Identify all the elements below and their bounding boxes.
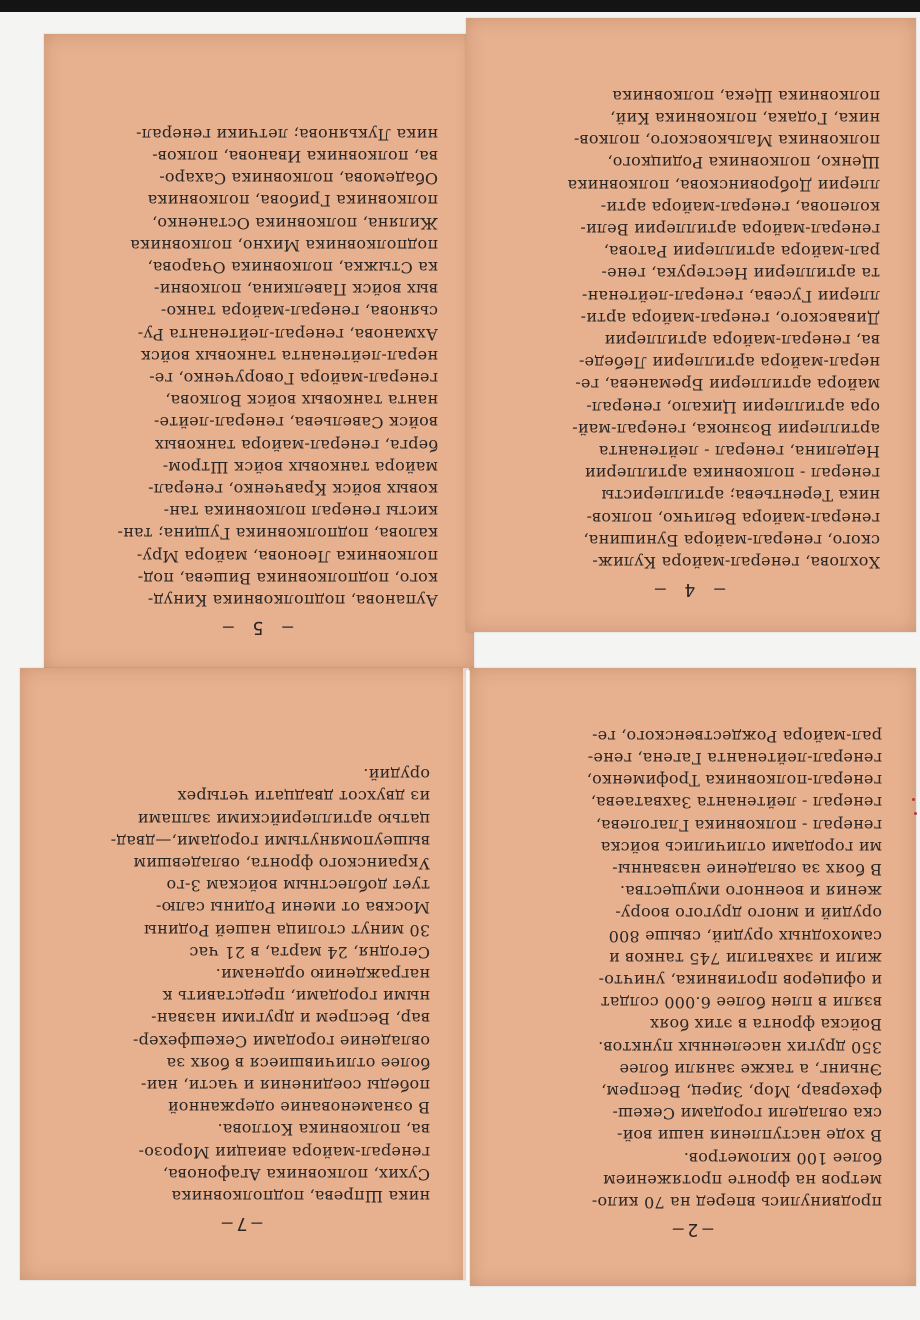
- booklet-page-2: [470, 668, 916, 1286]
- page-text: Аупанова, подполковника Кинуд- кого, подполковника Вишева, под- полковника Леонова, майора Мру- калова, подполковника Гущина; тан- кисты генерал полковника тан- ковых войск Кравченко, генерал- майора танковых войск Штром- берга, генерал-майора танковых войск Савельева, генерал-лейте- нанта танковых войск Волкова, генерал-майора Говорученко, ге- нерал-лейтенанта танковых войск Ахманова, генерал-лейтенанта Ру- сьянова, генерал-майора танко- вых войск Павелкина, полковни- ка Стыжка, полковника Очарова, подполковника Михно, полковника Жиляна, полковника Останенко, полковника Грибова, полковника Обадемова, полковника Сахаро- ва, полковника Иванова, полков- ника Лукьянова; летчики генерал-: [117, 124, 438, 610]
- booklet-page-4: [466, 18, 916, 632]
- booklet-page-7: [20, 668, 466, 1280]
- red-ink-spot: [914, 812, 917, 815]
- page-text: ника Шпрева, подполковника Сухих, полковника Агафонова, генерал-майора авиации Морозо- ва, полковника Котлова. В ознаменование одержанной победы соединения и части, наи- более отличившиеся в боях за овладение городами Секешфехер- вар, Веспрем и другими назван- ными городами, представить к награждению орденами. Сегодня, 24 марта, в 21 час 30 минут столица нашей Родины Москва от имени Родины салю- тует доблестным войскам 3-го Украинского фронта, овладевшим вышеупомянутыми городами,—двад- цатью артиллерийскими залпами из двухсот двадцати четырех орудий.: [110, 765, 430, 1206]
- page-number: —7—: [217, 1213, 263, 1234]
- page-number: — 5 —: [218, 617, 294, 638]
- page-text: Хохлова, генерал-майора Кулиж- ского, генерал-майора Бунишина, генерал-майора Величко, полков- ника Терентьева; артиллеристы генерал - полковника артиллерии Неделина, генерал - лейтенанта артиллерии Вознюка, генерал-май- ора артиллерии Цикало, генерал- майора артиллерии Бреманева, ге- нерал-майора артиллерии Лебеде- ва, генерал-майора артиллерии Дивавского, генерал-майора арти- ллерии Гусева, генерал-лейтенан- та артиллерии Нестерука, гене- рал-майора артиллерии Ратова, генерал-майора артиллерии Вели- колепова, генерал-майора арти- ллерии Добровинскова, полковника Щенко, полковника Родицкого, полковника Мальковского, полков- ника, Годака, полковника Кий, полковника Щека, полковника: [567, 86, 880, 572]
- page-text: продвинулись вперед на 70 кило- метров на фронте протяжением более 100 километров. В ходе наступления наши вой- ска овладели городами Секеш- фехервар, Мор, Зирец, Веспрем, Эньинг, а также заняли более 350 других населенных пунктов. Войска фронта в этих боях взяли в плен более 6.000 солдат и офицеров противника, уничто- жили и захватили 745 танков и самоходных орудий, свыше 800 орудий и много другого воору- жения и военного имущества. В боях за овладение названны- ми городами отличились войска генерал - полковника Глаголева, генерал - лейтенанта Захватаева, генерал-полковника Трофименко, генерал-лейтенанта Гагена, гене- рал-майора Рождественского, ге-: [586, 726, 882, 1212]
- page-fold-gap: [463, 668, 469, 1280]
- scan-top-edge: [0, 0, 920, 12]
- booklet-page-5: [44, 34, 474, 670]
- page-number: —2—: [668, 1219, 714, 1240]
- page-number: — 4 —: [650, 579, 726, 600]
- red-ink-spot: [912, 798, 915, 801]
